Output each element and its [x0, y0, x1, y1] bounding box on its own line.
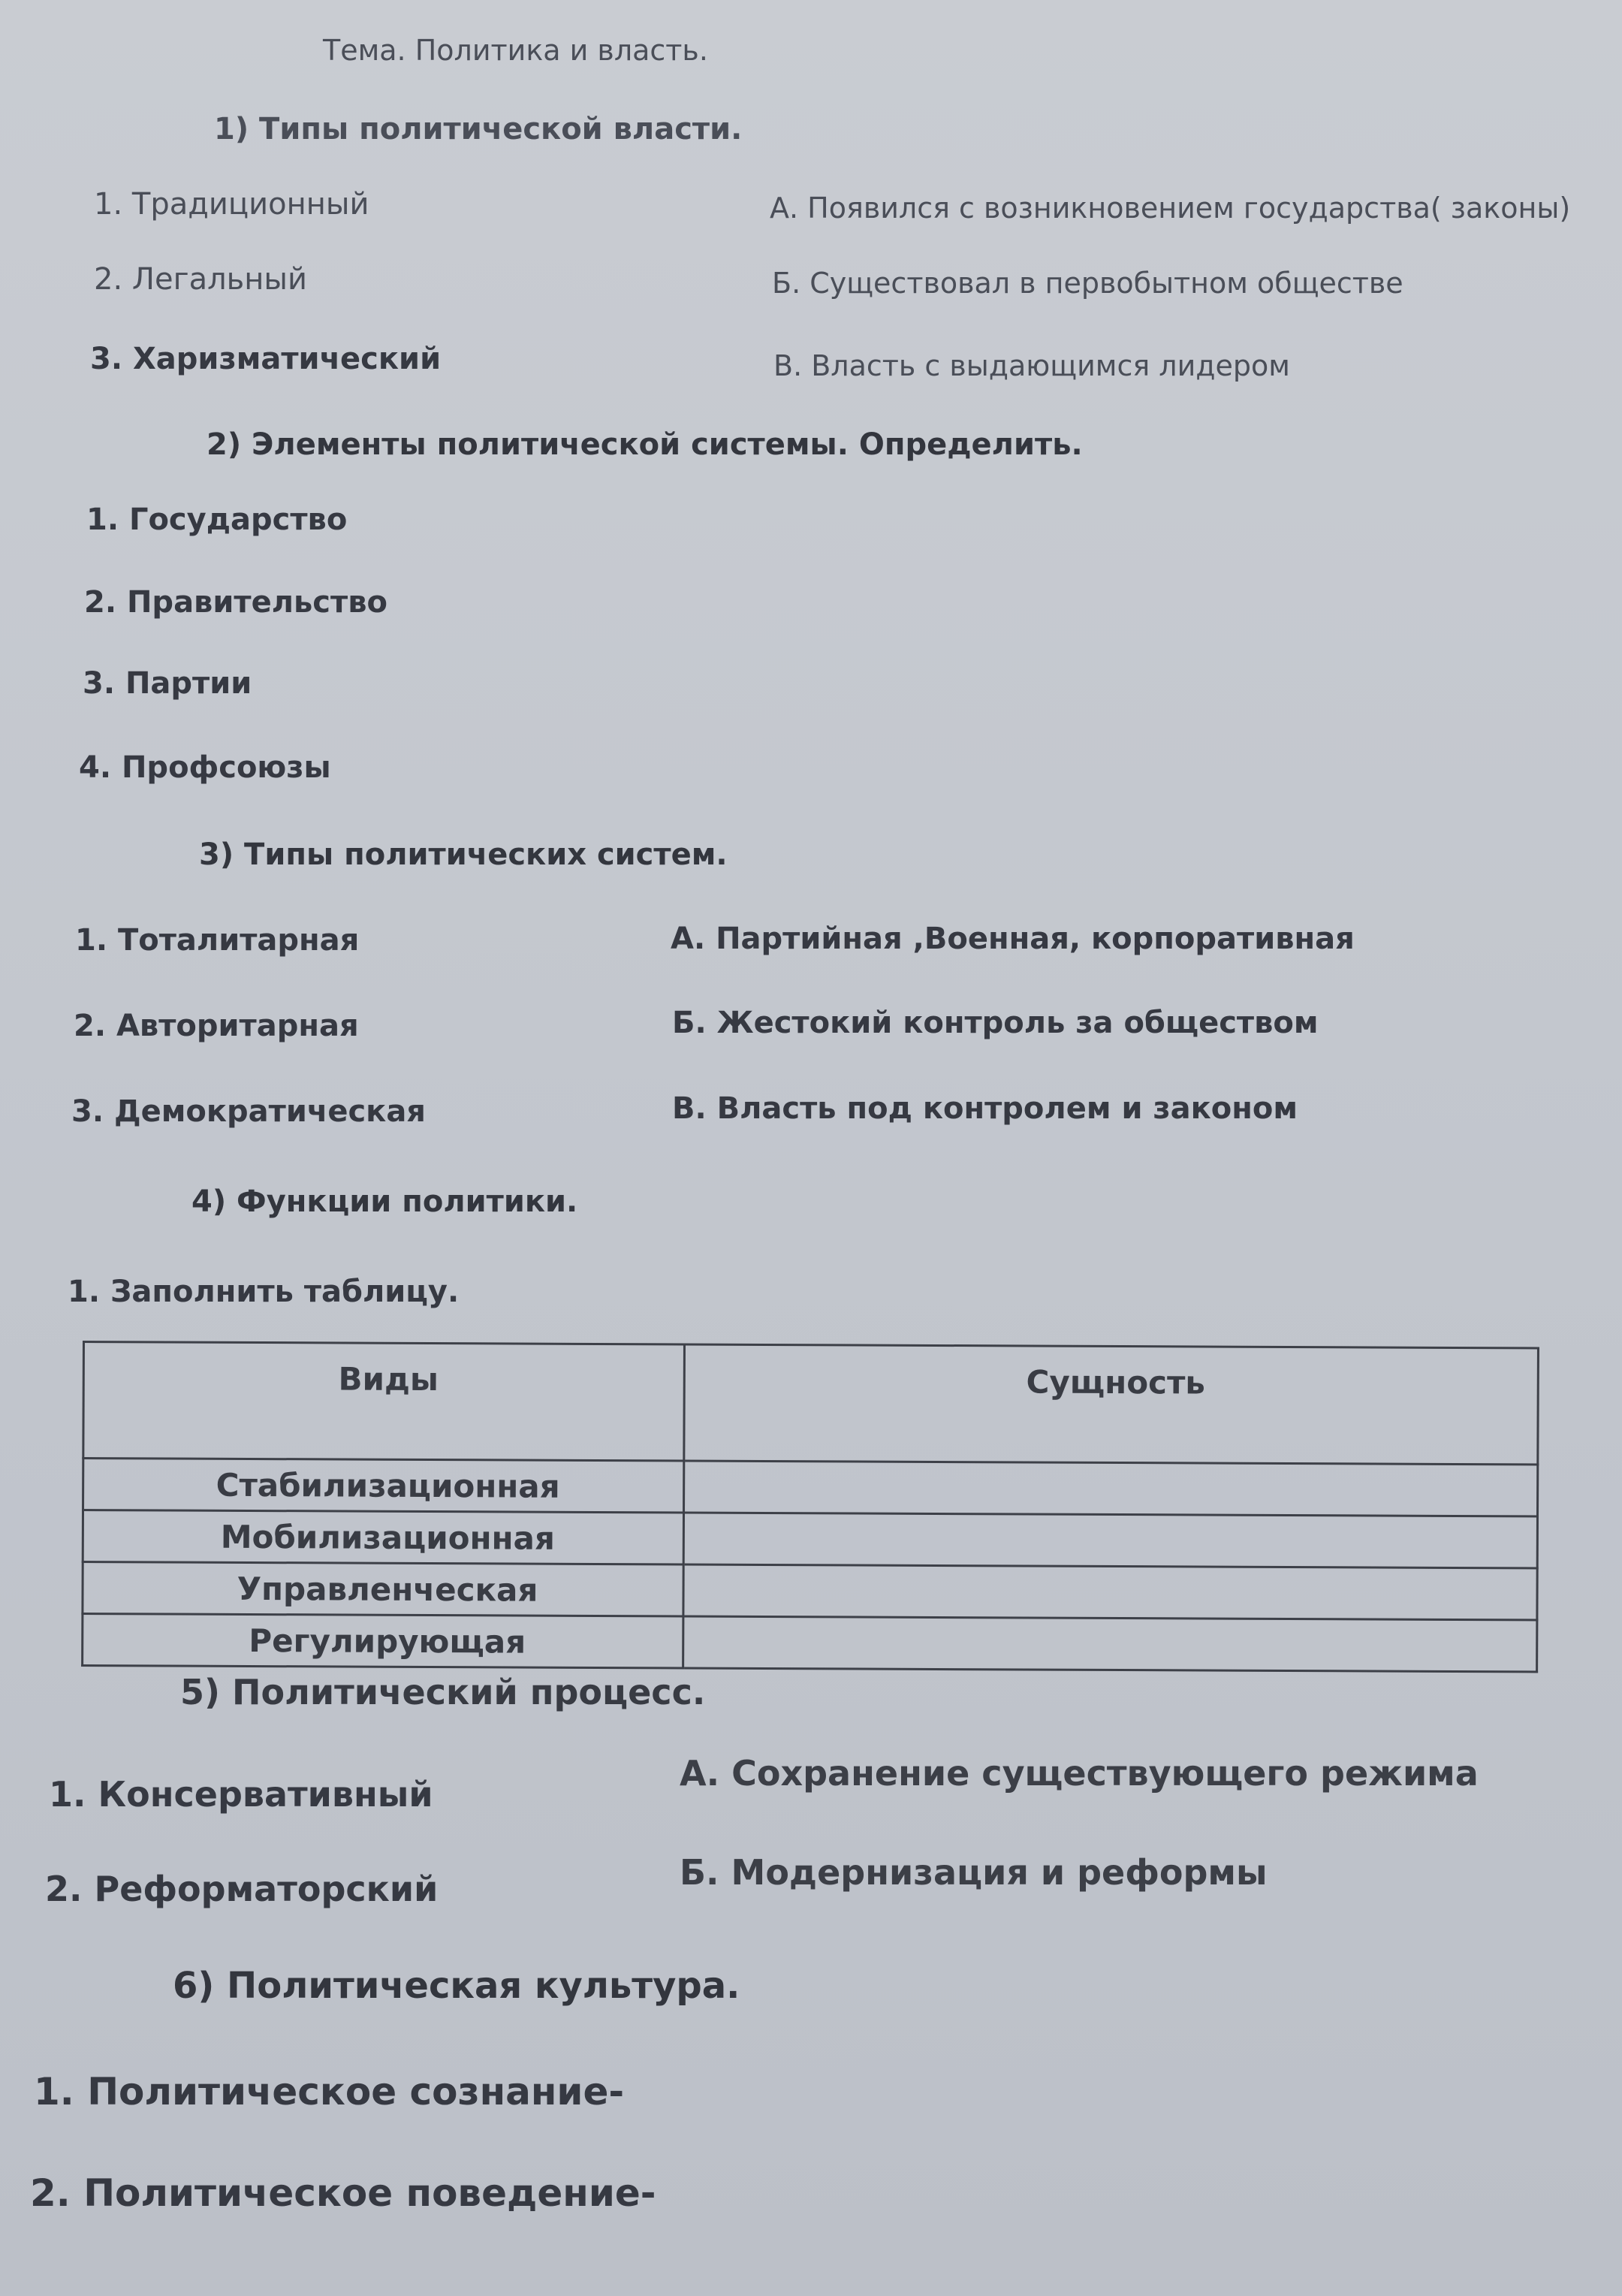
- functions-table: [81, 1341, 1539, 1673]
- section-3-answer-c: В. Власть под контролем и законом: [672, 1091, 1298, 1126]
- section-5-item-2: 2. Реформаторский: [45, 1869, 439, 1909]
- section-1-answer-c: В. Власть с выдающимся лидером: [773, 349, 1290, 382]
- section-5-answer-a: А. Сохранение существующего режима: [680, 1753, 1479, 1794]
- table-header-row: [83, 1342, 1539, 1465]
- section-2-item-3: 3. Партии: [83, 666, 252, 701]
- section-2-heading: 2) Элементы политической системы. Определить.: [207, 427, 1083, 462]
- table-cell-essence[interactable]: [683, 1513, 1537, 1568]
- section-1-answer-b: Б. Существовал в первобытном обществе: [772, 267, 1403, 300]
- section-2-item-1: 1. Государство: [86, 502, 348, 537]
- section-5-item-1: 1. Консервативный: [49, 1774, 433, 1815]
- table-row: [83, 1562, 1537, 1620]
- section-2-item-4: 4. Профсоюзы: [79, 750, 331, 785]
- section-1-heading: 1) Типы политической власти.: [214, 112, 743, 146]
- section-1-item-3: 3. Харизматический: [90, 342, 442, 376]
- table-row: [83, 1614, 1537, 1672]
- section-5-answer-b: Б. Модернизация и реформы: [680, 1852, 1268, 1893]
- section-6-item-2: 2. Политическое поведение-: [30, 2171, 656, 2215]
- table-cell-kind: Регулирующая: [83, 1614, 683, 1668]
- table-cell-kind: Управленческая: [83, 1562, 683, 1616]
- section-6-item-1: 1. Политическое сознание-: [34, 2070, 625, 2113]
- table-cell-kind: Стабилизационная: [83, 1459, 684, 1513]
- section-1-item-1: 1. Традиционный: [94, 187, 369, 222]
- table-header-kinds: Виды: [83, 1342, 685, 1461]
- section-6-heading: 6) Политическая культура.: [173, 1965, 740, 2007]
- section-5-heading: 5) Политический процесс.: [180, 1672, 706, 1712]
- section-3-answer-b: Б. Жестокий контроль за обществом: [672, 1006, 1319, 1040]
- table-cell-essence[interactable]: [683, 1564, 1537, 1620]
- section-3-item-3: 3. Демократическая: [71, 1094, 426, 1129]
- section-4-task: 1. Заполнить таблицу.: [68, 1275, 460, 1309]
- table-row: [83, 1459, 1538, 1516]
- section-1-item-2: 2. Легальный: [94, 262, 307, 297]
- page-title: Тема. Политика и власть.: [323, 34, 708, 67]
- section-3-heading: 3) Типы политических систем.: [199, 837, 728, 872]
- table-cell-essence[interactable]: [684, 1461, 1538, 1516]
- section-3-answer-a: А. Партийная ,Военная, корпоративная: [671, 922, 1355, 956]
- table-row: [83, 1510, 1537, 1568]
- table-header-essence: Сущность: [684, 1344, 1539, 1465]
- section-3-item-2: 2. Авторитарная: [74, 1009, 359, 1043]
- section-4-heading: 4) Функции политики.: [191, 1184, 578, 1219]
- table-cell-kind: Мобилизационная: [83, 1510, 683, 1564]
- section-2-item-2: 2. Правительство: [84, 585, 387, 620]
- section-3-item-1: 1. Тоталитарная: [75, 923, 360, 958]
- section-1-answer-a: А. Появился с возникновением государства( законы): [770, 192, 1571, 225]
- table-cell-essence[interactable]: [683, 1616, 1537, 1672]
